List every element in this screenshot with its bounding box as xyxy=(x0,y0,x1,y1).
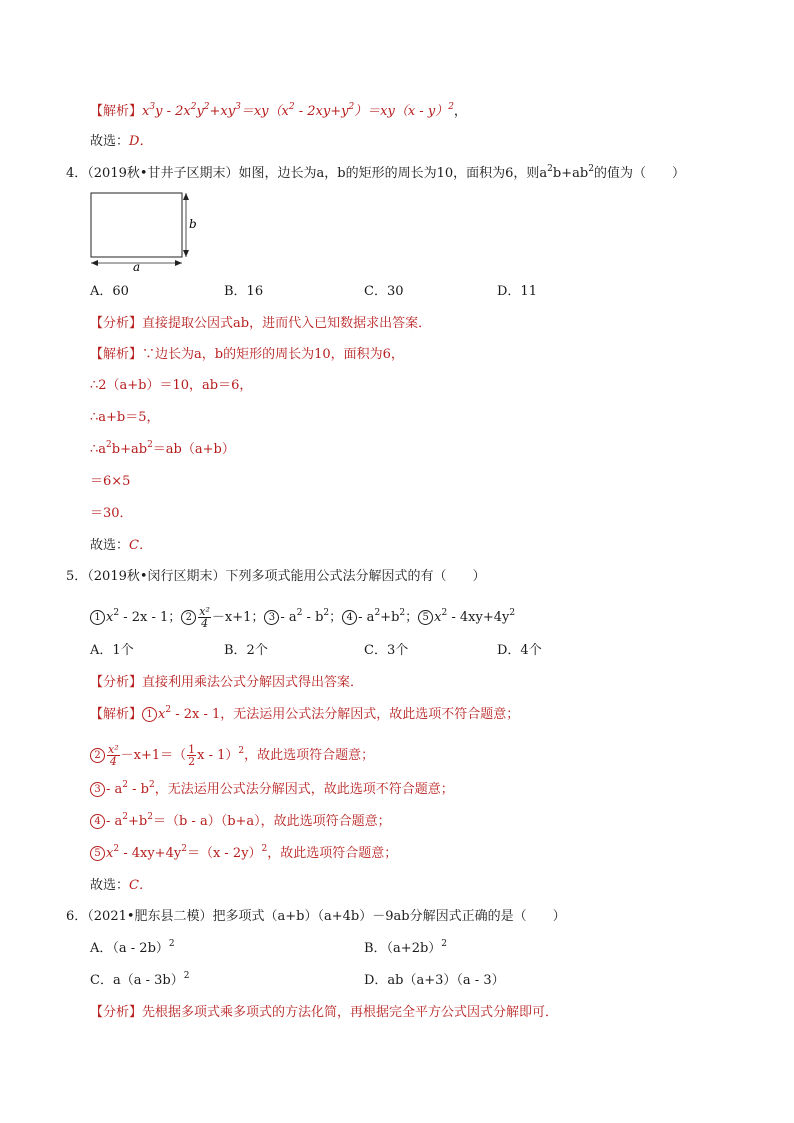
rectangle-figure xyxy=(86,190,206,272)
q6-analysis: 【分析】先根据多项式乘多项式的方法化简，再根据完全平方公式因式分解即可． xyxy=(90,1005,559,1020)
label-b: b xyxy=(189,217,197,231)
jiexi-tag: 【解析】 xyxy=(90,104,143,119)
circle-1-icon: 1 xyxy=(90,610,105,625)
circle-4-icon: 4 xyxy=(342,610,357,625)
q4-option-d[interactable]: D．11 xyxy=(497,284,537,299)
q5-answer: 故选：C． xyxy=(90,878,152,893)
q4-solution-3: ∴a+b＝5， xyxy=(90,410,160,425)
q4-stem: 4．（2019秋•甘井子区期末）如图，边长为a，b的矩形的周长为10，面积为6，则$a^2b+ab^2$的值为（ ） xyxy=(66,164,685,181)
q5-solution-3: $3 - a^2 - b^2$，无法运用公式法分解因式，故此选项不符合题意； xyxy=(90,781,454,799)
circle-3-icon: 3 xyxy=(264,610,279,625)
q5-option-c[interactable]: C．3个 xyxy=(364,643,409,658)
q4-option-b[interactable]: B．16 xyxy=(224,284,264,299)
q4-solution-2: ∴2（a+b）＝10，ab＝6， xyxy=(90,378,253,393)
q5-items: 1 $x^2 - 2x - 1$； 2 $\frac{\text{x²}}{4}$ －x+1； $3 - a^2 - b^2$； $4 - a^2+b^2$； 5 $x^2 - 4xy+4y^2$ xyxy=(90,606,515,629)
circle-5-icon: 5 xyxy=(418,610,433,625)
q6-option-c[interactable]: C．a（a - 3b）$^2$ xyxy=(90,971,190,988)
q5-solution-2: 2 $\frac{\text{x²}}{4}$ －x+1＝（ $\frac{1}{2}$ x - 1）$^2$，故此选项符合题意； xyxy=(90,744,374,767)
q4-option-a[interactable]: A．60 xyxy=(90,284,129,299)
q4-solution-5: ＝6×5 xyxy=(90,474,131,489)
q4-analysis: 【分析】直接提取公因式ab，进而代入已知数据求出答案． xyxy=(90,316,432,331)
q4-answer: 故选：C． xyxy=(90,538,152,553)
q6-option-b[interactable]: B．$(a+2b)^2$ xyxy=(364,939,448,956)
q5-stem: 5．（2019秋•闵行区期末）下列多项式能用公式法分解因式的有（ ） xyxy=(66,569,486,584)
q5-analysis: 【分析】直接利用乘法公式分解因式得出答案． xyxy=(90,675,364,690)
q4-solution-4: $\therefore a^2b+ab^2=ab(a+b)$ xyxy=(90,440,235,457)
q6-option-d[interactable]: D．ab（a+3）（a - 3） xyxy=(364,973,505,988)
circle-2-icon: 2 xyxy=(181,610,196,625)
q5-option-d[interactable]: D．4个 xyxy=(497,643,542,658)
q6-stem: 6．（2021•肥东县二模）把多项式（a+b）（a+4b）－9ab分解因式正确的是（ ） xyxy=(66,909,566,924)
q3-solution: 【解析】$x^3y - 2x^2y^2+xy^3=xy(x^2 - 2xy+y^2)=xy(x - y)^2$， xyxy=(90,102,467,119)
q5-solution-5: 5 $x^2 - 4xy+4y^2=(x - 2y)^2$，故此选项符合题意； xyxy=(90,845,397,863)
q3-answer: 故选：D． xyxy=(90,134,153,149)
q6-option-a[interactable]: A．（a - 2b）$^2$ xyxy=(90,939,175,956)
q5-option-b[interactable]: B．2个 xyxy=(224,643,268,658)
q5-solution-1: 【解析】 1 $x^2 - 2x - 1$，无法运用公式法分解因式，故此选项不符合题意； xyxy=(90,705,520,722)
q4-solution-1: 【解析】∵边长为a，b的矩形的周长为10，面积为6， xyxy=(90,347,404,362)
q4-solution-6: ＝30． xyxy=(90,506,133,521)
q4-option-c[interactable]: C．30 xyxy=(364,284,404,299)
label-a: a xyxy=(133,260,141,272)
q5-option-a[interactable]: A．1个 xyxy=(90,643,134,658)
q5-solution-4: $4 - a^2+b^2=(b - a)(b+a)$，故此选项符合题意； xyxy=(90,813,391,831)
